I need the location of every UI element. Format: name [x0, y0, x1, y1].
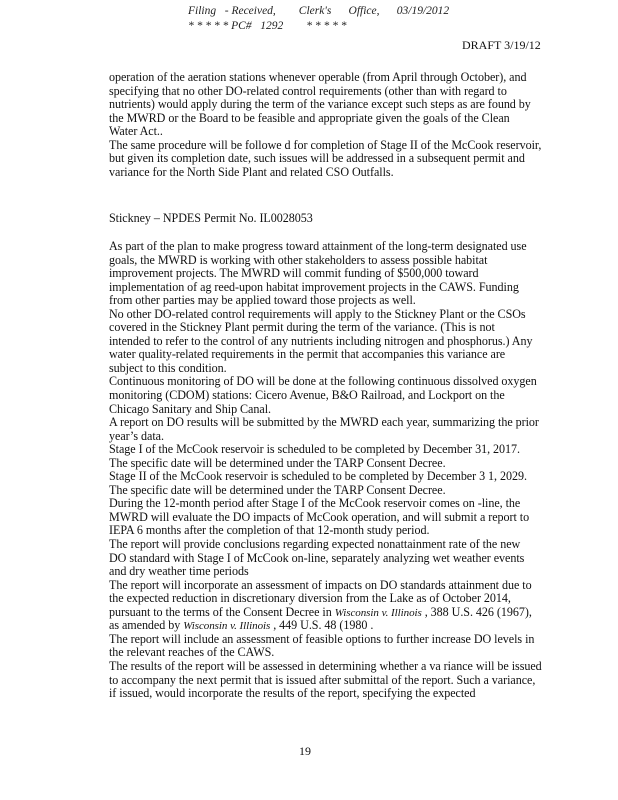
text-line: MWRD will evaluate the DO impacts of McCook operation, and will submit a report to [109, 509, 530, 524]
text-line: DO standard with Stage I of McCook on-line, separately analyzing wet weather events [109, 550, 525, 565]
text-line: implementation of ag reed-upon habitat improvement projects in the CAWS. Funding [109, 279, 519, 294]
text-line: the MWRD or the Board to be feasible and appropriate given the goals of the Clean [109, 110, 510, 125]
text-line: The same procedure will be followe d for completion of Stage II of the McCook reservoir, [109, 137, 542, 152]
text-line: the expected reduction in discretionary diversion from the Lake as of October 2014, [109, 591, 511, 606]
filing-stamp-line-1: Filing - Received, Clerk's Office, 03/19/2012 [188, 5, 450, 17]
text-line: to accompany the next permit that is issued after submittal of the report. Such a variance, [109, 672, 536, 687]
text-line: monitoring (CDOM) stations: Cicero Avenue, B&O Railroad, and Lockport on the [109, 388, 505, 403]
filing-stamp-line-2: * * * * * PC# 1292 * * * * * [188, 20, 347, 32]
text-line: nutrients) would apply during the term of the variance except such steps as are found by [109, 97, 531, 112]
section-heading-text: Stickney – NPDES Permit No. IL0028053 [109, 211, 313, 225]
text-line: specifying that no other DO-related control requirements (other than with regard to [109, 83, 507, 98]
page-number: 19 [299, 744, 311, 758]
draft-label: DRAFT 3/19/12 [462, 38, 541, 52]
text-line-with-citation [109, 606, 561, 620]
text-fragment: pursuant to the terms of the Consent Decree in [109, 604, 335, 619]
text-line: The specific date will be determined under the TARP Consent Decree. [109, 482, 446, 497]
text-line: but given its completion date, such issues will be addressed in a subsequent permit and [109, 151, 525, 166]
text-line: goals, the MWRD is working with other stakeholders to assess possible habitat [109, 252, 488, 267]
case-citation: Wisconsin v. Illinois [334, 606, 422, 619]
text-line: No other DO-related control requirements will apply to the Stickney Plant or the CSOs [109, 306, 526, 321]
text-line: the relevant reaches of the CAWS. [109, 645, 275, 660]
text-line: operation of the aeration stations whenever operable (from April through October), and [109, 70, 527, 84]
text-line: Chicago Sanitary and Ship Canal. [109, 401, 271, 416]
text-line: During the 12-month period after Stage I of the McCook reservoir comes on -line, the [109, 496, 521, 511]
text-line: The report will include an assessment of feasible options to further increase DO levels in [109, 631, 535, 646]
text-line: As part of the plan to make progress toward attainment of the long-term designated use [109, 239, 527, 253]
text-line: Stage II of the McCook reservoir is scheduled to be completed by December 3 1, 2029. [109, 469, 527, 484]
section-heading [109, 212, 561, 226]
text-line: and dry weather time periods [109, 564, 249, 579]
text-line: Continuous monitoring of DO will be done at the following continuous dissolved oxygen [109, 374, 537, 389]
text-line: from other parties may be applied toward those projects as well. [109, 293, 416, 308]
text-line: Stage I of the McCook reservoir is scheduled to be completed by December 31, 2017. [109, 442, 521, 457]
text-line: The report will provide conclusions regarding expected nonattainment rate of the new [109, 537, 521, 552]
text-line: Water Act.. [109, 124, 163, 139]
text-fragment: as amended by [109, 618, 184, 633]
text-fragment: , 449 U.S. 48 (1980 . [270, 618, 374, 633]
text-line: intended to refer to the control of any nutrients including nitrogen and phosphorus.) Any [109, 333, 533, 348]
case-citation: Wisconsin v. Illinois [183, 620, 271, 633]
text-line: subject to this condition. [109, 360, 227, 375]
text-line: variance for the North Side Plant and related CSO Outfalls. [109, 164, 394, 179]
text-line: IEPA 6 months after the completion of that 12-month study period. [109, 523, 430, 538]
text-line: A report on DO results will be submitted by the MWRD each year, summarizing the prior [109, 415, 539, 430]
text-line: year’s data. [109, 428, 164, 443]
text-line: water quality-related requirements in the permit that accompanies this variance are [109, 347, 506, 362]
text-line: improvement projects. The MWRD will commit funding of $500,000 toward [109, 266, 479, 281]
text-line: The specific date will be determined under the TARP Consent Decree. [109, 455, 446, 470]
paragraph-block-aeration [109, 71, 561, 179]
text-line: covered in the Stickney Plant permit during the term of the variance. (This is not [109, 320, 495, 335]
text-fragment: , 388 U.S. 426 (1967), [421, 604, 532, 619]
text-line-with-citation [109, 619, 561, 633]
text-line: if issued, would incorporate the results of the report, specifying the expected [109, 686, 476, 701]
text-line: The results of the report will be assessed in determining whether a va riance will be issued [109, 658, 542, 673]
paragraph-block-stickney [109, 240, 561, 701]
text-line: The report will incorporate an assessment of impacts on DO standards attainment due to [109, 577, 532, 592]
